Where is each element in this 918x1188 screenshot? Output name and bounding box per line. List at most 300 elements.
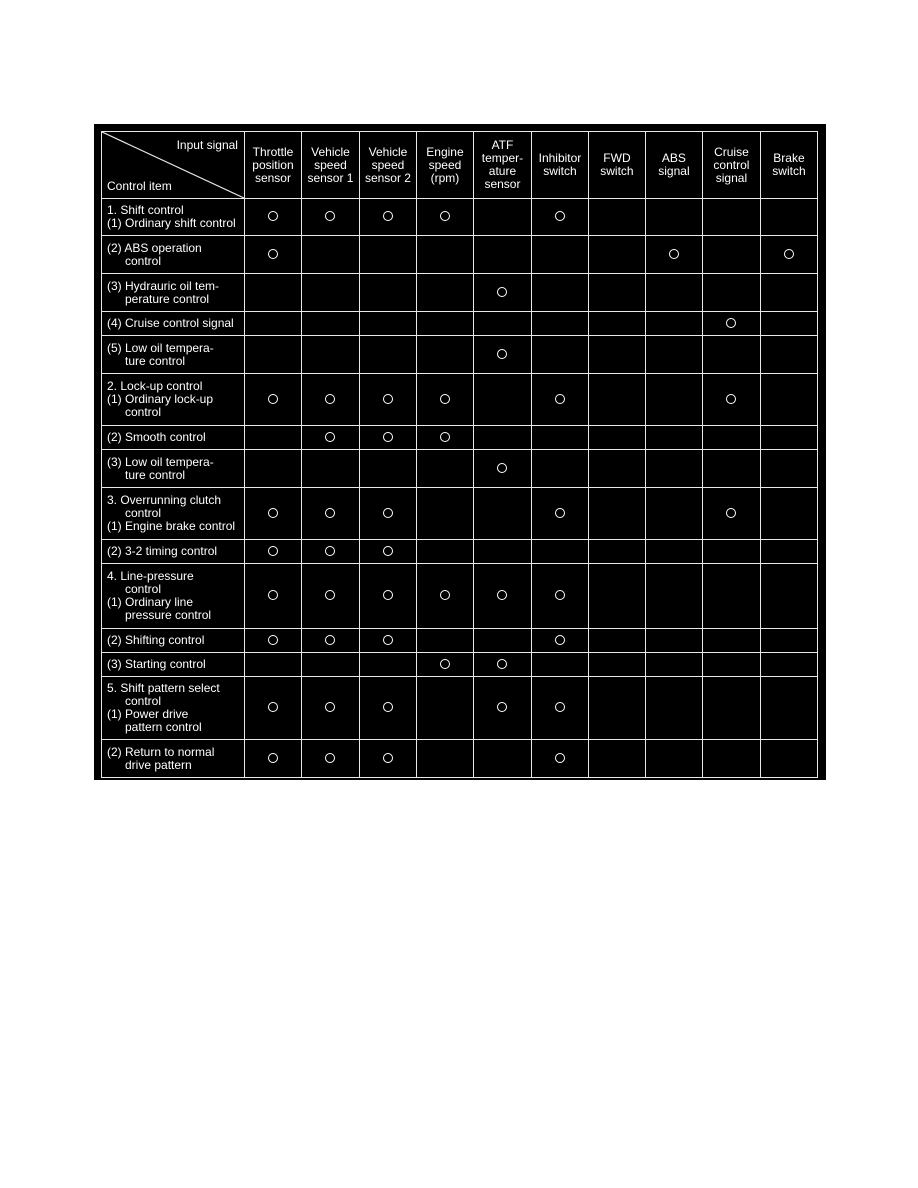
- control-item-line: 3. Overrunning clutch: [107, 493, 222, 507]
- circle-mark-icon: [669, 249, 679, 259]
- circle-mark-icon: [726, 318, 736, 328]
- signal-cell: [588, 312, 645, 336]
- control-item-cell: [102, 199, 245, 236]
- column-header-line: Engine: [426, 144, 464, 159]
- signal-cell: [416, 312, 473, 336]
- circle-mark-icon: [268, 508, 278, 518]
- signal-cell: [473, 488, 531, 540]
- signal-cell: [645, 236, 702, 274]
- signal-cell: [359, 540, 416, 564]
- signal-cell: [416, 540, 473, 564]
- signal-cell: [416, 199, 473, 236]
- circle-mark-icon: [268, 635, 278, 645]
- signal-cell: [760, 540, 817, 564]
- circle-mark-icon: [268, 249, 278, 259]
- control-item-line: pattern control: [125, 720, 202, 734]
- signal-cell: [473, 653, 531, 677]
- column-header-line: temper-: [481, 151, 524, 165]
- circle-mark-icon: [268, 753, 278, 763]
- control-item-line: (2) Return to normal: [107, 744, 215, 759]
- signal-cell: [359, 426, 416, 450]
- control-item-cell: [102, 426, 245, 450]
- control-item-cell: [102, 450, 245, 488]
- control-item-line: (5) Low oil tempera-: [107, 340, 214, 355]
- table-row: [102, 450, 818, 488]
- signal-cell: [244, 540, 301, 564]
- control-item-line: (2) Smooth control: [107, 430, 206, 444]
- signal-cell: [531, 740, 588, 778]
- signal-cell: [702, 426, 760, 450]
- column-header-line: Inhibitor: [538, 151, 582, 165]
- signal-cell: [760, 488, 817, 540]
- table-row: [102, 199, 818, 236]
- signal-cell: [531, 274, 588, 312]
- signal-cell: [244, 312, 301, 336]
- signal-cell: [531, 653, 588, 677]
- signal-cell: [416, 740, 473, 778]
- column-header-line: Vehicle: [311, 144, 350, 159]
- signal-cell: [645, 564, 702, 629]
- signal-cell: [702, 274, 760, 312]
- signal-cell: [588, 426, 645, 450]
- circle-mark-icon: [383, 590, 393, 600]
- control-item-cell: [102, 653, 245, 677]
- signal-cell: [760, 629, 817, 653]
- signal-cell: [473, 450, 531, 488]
- signal-cell: [531, 540, 588, 564]
- control-item-line: 1. Shift control: [107, 203, 184, 217]
- signal-cell: [702, 564, 760, 629]
- signal-cell: [588, 629, 645, 653]
- column-header-line: control: [713, 157, 750, 172]
- signal-cell: [588, 677, 645, 740]
- signal-cell: [473, 629, 531, 653]
- control-item-line: pressure control: [125, 608, 212, 622]
- signal-cell: [702, 629, 760, 653]
- circle-mark-icon: [497, 287, 507, 297]
- column-header-line: switch: [543, 164, 577, 178]
- signal-cell: [702, 236, 760, 274]
- signal-cell: [473, 564, 531, 629]
- table-row: [102, 336, 818, 374]
- signal-cell: [416, 274, 473, 312]
- signal-cell: [244, 199, 301, 236]
- column-header-line: speed: [371, 157, 405, 172]
- control-item-line: (1) Power drive: [107, 707, 189, 721]
- circle-mark-icon: [325, 635, 335, 645]
- circle-mark-icon: [268, 590, 278, 600]
- signal-cell: [301, 564, 359, 629]
- control-item-line: (4) Cruise control signal: [107, 316, 234, 330]
- column-header-line: FWD: [603, 151, 631, 165]
- signal-cell: [359, 236, 416, 274]
- signal-cell: [531, 488, 588, 540]
- control-item-line: 4. Line-pressure: [107, 569, 194, 583]
- control-item-line: drive pattern: [125, 757, 192, 772]
- column-header-line: sensor: [254, 170, 291, 185]
- circle-mark-icon: [325, 753, 335, 763]
- signal-cell: [301, 540, 359, 564]
- signal-cell: [760, 274, 817, 312]
- signal-cell: [359, 740, 416, 778]
- signal-cell: [473, 740, 531, 778]
- column-header-line: Cruise: [714, 144, 749, 159]
- signal-cell: [702, 374, 760, 426]
- signal-cell: [301, 374, 359, 426]
- circle-mark-icon: [383, 211, 393, 221]
- control-item-line: 2. Lock-up control: [107, 379, 203, 393]
- signal-cell: [588, 336, 645, 374]
- circle-mark-icon: [497, 590, 507, 600]
- column-header-9: [760, 132, 817, 199]
- circle-mark-icon: [784, 249, 794, 259]
- signal-cell: [301, 236, 359, 274]
- signal-cell: [645, 426, 702, 450]
- circle-mark-icon: [268, 546, 278, 556]
- circle-mark-icon: [726, 508, 736, 518]
- circle-mark-icon: [440, 432, 450, 442]
- table-row: [102, 564, 818, 629]
- column-header-line: sensor 2: [364, 170, 411, 185]
- control-item-cell: [102, 740, 245, 778]
- control-item-line: 5. Shift pattern select: [107, 681, 220, 695]
- signal-cell: [416, 236, 473, 274]
- column-header-5: [531, 132, 588, 199]
- circle-mark-icon: [440, 211, 450, 221]
- signal-cell: [244, 450, 301, 488]
- signal-cell: [588, 653, 645, 677]
- control-item-line: (2) Shifting control: [107, 633, 205, 647]
- signal-cell: [359, 374, 416, 426]
- control-item-line: control: [125, 253, 162, 268]
- signal-cell: [359, 629, 416, 653]
- signal-cell: [588, 199, 645, 236]
- signal-cell: [301, 450, 359, 488]
- circle-mark-icon: [440, 590, 450, 600]
- column-header-line: ABS: [661, 151, 686, 165]
- circle-mark-icon: [555, 635, 565, 645]
- signal-cell: [359, 312, 416, 336]
- control-item-line: (2) ABS operation: [107, 240, 202, 255]
- circle-mark-icon: [325, 702, 335, 712]
- signal-cell: [588, 540, 645, 564]
- column-header-line: Brake: [773, 151, 805, 165]
- column-header-4: [473, 132, 531, 199]
- signal-cell: [359, 199, 416, 236]
- signal-cell: [416, 450, 473, 488]
- signal-cell: [645, 374, 702, 426]
- signal-cell: [416, 336, 473, 374]
- signal-cell: [760, 653, 817, 677]
- circle-mark-icon: [555, 211, 565, 221]
- signal-cell: [531, 677, 588, 740]
- signal-cell: [244, 336, 301, 374]
- signal-cell: [702, 336, 760, 374]
- circle-mark-icon: [268, 394, 278, 404]
- circle-mark-icon: [383, 635, 393, 645]
- control-item-line: (1) Ordinary shift control: [107, 216, 236, 230]
- signal-cell: [301, 312, 359, 336]
- column-header-line: signal: [715, 170, 748, 185]
- control-item-line: control: [125, 582, 162, 596]
- signal-cell: [760, 312, 817, 336]
- control-item-line: (2) 3-2 timing control: [107, 544, 218, 558]
- control-matrix-panel: [94, 124, 826, 780]
- circle-mark-icon: [555, 590, 565, 600]
- signal-cell: [702, 653, 760, 677]
- signal-cell: [244, 629, 301, 653]
- signal-cell: [301, 740, 359, 778]
- signal-cell: [531, 312, 588, 336]
- column-header-line: speed: [314, 157, 347, 172]
- signal-cell: [301, 653, 359, 677]
- table-row: [102, 740, 818, 778]
- column-header-3: [416, 132, 473, 199]
- column-header-line: (rpm): [430, 170, 460, 185]
- column-header-6: [588, 132, 645, 199]
- signal-cell: [645, 336, 702, 374]
- signal-cell: [301, 274, 359, 312]
- control-item-cell: [102, 540, 245, 564]
- signal-cell: [416, 677, 473, 740]
- signal-cell: [416, 629, 473, 653]
- signal-cell: [244, 740, 301, 778]
- header-row: [102, 132, 818, 199]
- signal-cell: [473, 312, 531, 336]
- signal-cell: [301, 488, 359, 540]
- circle-mark-icon: [325, 590, 335, 600]
- signal-cell: [645, 199, 702, 236]
- signal-cell: [645, 312, 702, 336]
- signal-cell: [702, 312, 760, 336]
- signal-cell: [301, 629, 359, 653]
- circle-mark-icon: [383, 753, 393, 763]
- column-header-line: ature: [488, 164, 517, 178]
- signal-cell: [760, 199, 817, 236]
- circle-mark-icon: [325, 211, 335, 221]
- signal-cell: [244, 374, 301, 426]
- circle-mark-icon: [555, 753, 565, 763]
- signal-cell: [359, 564, 416, 629]
- column-header-7: [645, 132, 702, 199]
- control-item-label: Control item: [107, 179, 172, 193]
- control-item-line: ture control: [125, 353, 186, 368]
- control-item-cell: [102, 236, 245, 274]
- table-row: [102, 653, 818, 677]
- signal-cell: [760, 450, 817, 488]
- signal-cell: [645, 653, 702, 677]
- control-item-line: (1) Ordinary line: [107, 595, 194, 609]
- signal-cell: [645, 677, 702, 740]
- table-row: [102, 274, 818, 312]
- signal-cell: [588, 236, 645, 274]
- control-item-cell: [102, 274, 245, 312]
- signal-cell: [473, 374, 531, 426]
- circle-mark-icon: [440, 394, 450, 404]
- signal-cell: [531, 629, 588, 653]
- signal-cell: [531, 236, 588, 274]
- signal-cell: [760, 426, 817, 450]
- circle-mark-icon: [497, 659, 507, 669]
- signal-cell: [359, 336, 416, 374]
- signal-cell: [645, 488, 702, 540]
- signal-cell: [760, 564, 817, 629]
- signal-cell: [473, 274, 531, 312]
- signal-cell: [588, 450, 645, 488]
- control-item-line: control: [125, 694, 162, 708]
- table-row: [102, 236, 818, 274]
- signal-cell: [416, 653, 473, 677]
- column-header-line: speed: [428, 157, 462, 172]
- signal-cell: [702, 450, 760, 488]
- column-header-line: position: [252, 157, 294, 172]
- signal-cell: [244, 677, 301, 740]
- signal-cell: [301, 426, 359, 450]
- signal-cell: [359, 677, 416, 740]
- control-item-line: perature control: [125, 291, 210, 306]
- table-row: [102, 540, 818, 564]
- control-item-cell: [102, 629, 245, 653]
- signal-cell: [416, 564, 473, 629]
- corner-header-cell: [102, 132, 245, 199]
- circle-mark-icon: [325, 508, 335, 518]
- table-row: [102, 312, 818, 336]
- signal-cell: [244, 274, 301, 312]
- control-item-line: (3) Low oil tempera-: [107, 454, 214, 469]
- control-matrix-table: [101, 131, 818, 778]
- input-signal-label: Input signal: [176, 138, 238, 152]
- circle-mark-icon: [383, 702, 393, 712]
- control-item-line: ture control: [125, 467, 186, 482]
- circle-mark-icon: [383, 508, 393, 518]
- column-header-line: switch: [772, 164, 806, 178]
- signal-cell: [473, 236, 531, 274]
- table-row: [102, 426, 818, 450]
- control-item-cell: [102, 336, 245, 374]
- signal-cell: [702, 488, 760, 540]
- circle-mark-icon: [325, 394, 335, 404]
- signal-cell: [244, 488, 301, 540]
- control-item-line: control: [125, 506, 162, 520]
- circle-mark-icon: [325, 432, 335, 442]
- signal-cell: [531, 374, 588, 426]
- column-header-line: sensor 1: [307, 170, 354, 185]
- signal-cell: [588, 564, 645, 629]
- signal-cell: [301, 336, 359, 374]
- signal-cell: [760, 336, 817, 374]
- signal-cell: [359, 488, 416, 540]
- signal-cell: [531, 426, 588, 450]
- column-header-line: sensor: [484, 177, 521, 191]
- signal-cell: [301, 677, 359, 740]
- table-row: [102, 374, 818, 426]
- column-header-1: [301, 132, 359, 199]
- signal-cell: [645, 540, 702, 564]
- signal-cell: [531, 336, 588, 374]
- circle-mark-icon: [555, 508, 565, 518]
- column-header-line: switch: [600, 164, 634, 178]
- signal-cell: [702, 199, 760, 236]
- circle-mark-icon: [383, 432, 393, 442]
- control-item-line: control: [125, 405, 162, 419]
- signal-cell: [244, 426, 301, 450]
- signal-cell: [645, 274, 702, 312]
- circle-mark-icon: [555, 702, 565, 712]
- signal-cell: [473, 199, 531, 236]
- circle-mark-icon: [383, 394, 393, 404]
- circle-mark-icon: [497, 702, 507, 712]
- signal-cell: [588, 488, 645, 540]
- signal-cell: [473, 540, 531, 564]
- signal-cell: [359, 450, 416, 488]
- signal-cell: [531, 199, 588, 236]
- control-item-line: (3) Starting control: [107, 657, 206, 671]
- signal-cell: [473, 426, 531, 450]
- circle-mark-icon: [555, 394, 565, 404]
- signal-cell: [702, 740, 760, 778]
- signal-cell: [645, 629, 702, 653]
- signal-cell: [359, 653, 416, 677]
- circle-mark-icon: [268, 211, 278, 221]
- table-row: [102, 488, 818, 540]
- control-item-cell: [102, 564, 245, 629]
- column-header-8: [702, 132, 760, 199]
- column-header-line: Throttle: [252, 144, 294, 159]
- circle-mark-icon: [497, 463, 507, 473]
- control-item-cell: [102, 374, 245, 426]
- signal-cell: [702, 677, 760, 740]
- signal-cell: [473, 677, 531, 740]
- circle-mark-icon: [440, 659, 450, 669]
- signal-cell: [760, 236, 817, 274]
- signal-cell: [244, 236, 301, 274]
- signal-cell: [416, 426, 473, 450]
- signal-cell: [645, 740, 702, 778]
- signal-cell: [588, 740, 645, 778]
- circle-mark-icon: [383, 546, 393, 556]
- circle-mark-icon: [268, 702, 278, 712]
- control-item-line: (1) Engine brake control: [107, 519, 236, 533]
- signal-cell: [416, 488, 473, 540]
- table-row: [102, 677, 818, 740]
- signal-cell: [301, 199, 359, 236]
- signal-cell: [588, 274, 645, 312]
- signal-cell: [760, 677, 817, 740]
- column-header-line: signal: [658, 164, 690, 178]
- control-item-line: (1) Ordinary lock-up: [107, 392, 214, 406]
- control-item-cell: [102, 488, 245, 540]
- circle-mark-icon: [325, 546, 335, 556]
- signal-cell: [531, 564, 588, 629]
- control-item-line: (3) Hydrauric oil tem-: [107, 278, 220, 293]
- signal-cell: [645, 450, 702, 488]
- signal-cell: [244, 653, 301, 677]
- column-header-0: [244, 132, 301, 199]
- signal-cell: [588, 374, 645, 426]
- signal-cell: [760, 740, 817, 778]
- control-item-cell: [102, 312, 245, 336]
- signal-cell: [531, 450, 588, 488]
- signal-cell: [760, 374, 817, 426]
- signal-cell: [359, 274, 416, 312]
- column-header-2: [359, 132, 416, 199]
- signal-cell: [244, 564, 301, 629]
- signal-cell: [702, 540, 760, 564]
- signal-cell: [473, 336, 531, 374]
- circle-mark-icon: [726, 394, 736, 404]
- column-header-line: ATF: [491, 138, 514, 152]
- signal-cell: [416, 374, 473, 426]
